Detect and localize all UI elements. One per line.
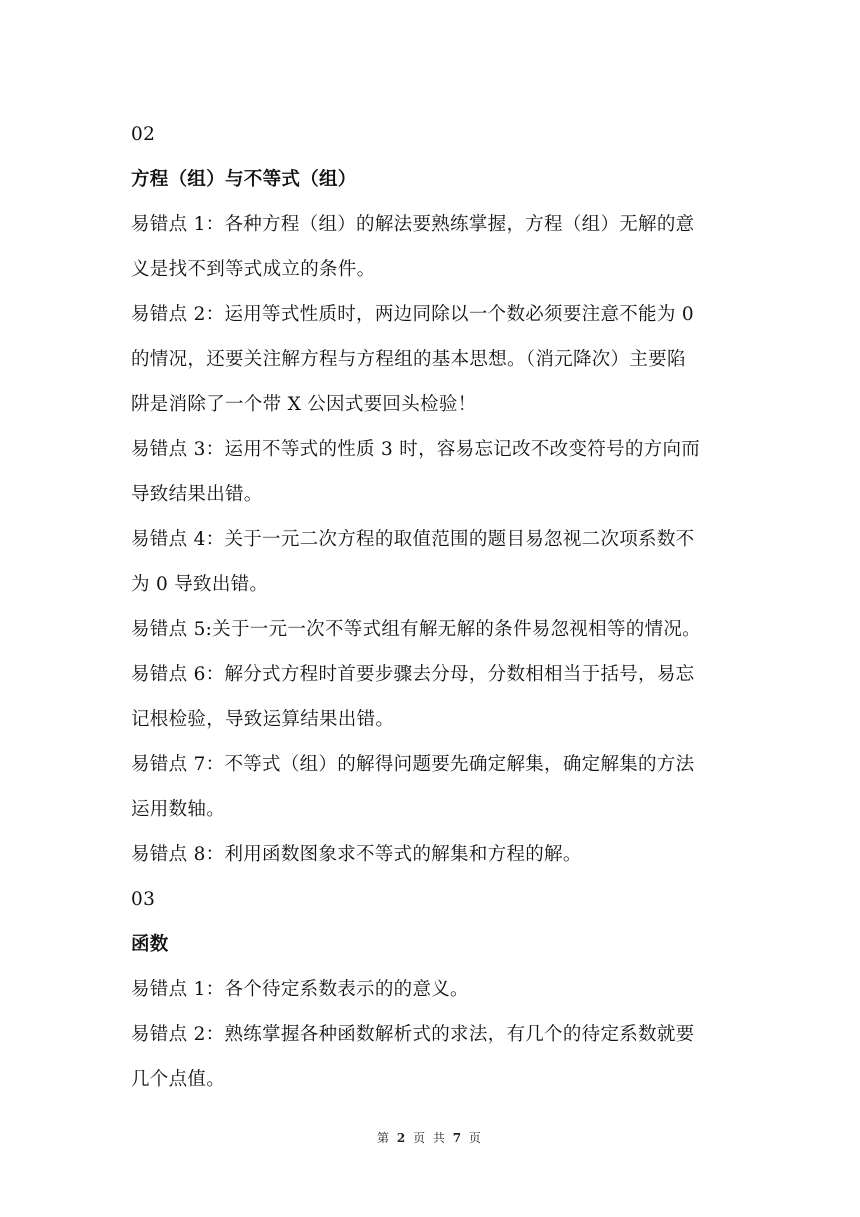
text-line: 的情况，还要关注解方程与方程组的基本思想。（消元降次）主要陷 [131, 349, 686, 370]
text-line: 易错点 5:关于一元一次不等式组有解无解的条件易忽视相等的情况。 [131, 619, 701, 640]
text-line: 易错点 3：运用不等式的性质 3 时，容易忘记改不改变符号的方向而 [131, 439, 701, 460]
text-line: 易错点 2：运用等式性质时，两边同除以一个数必须要注意不能为 0 [131, 304, 694, 325]
footer-middle: 页 共 [413, 1131, 447, 1145]
text-line: 易错点 1：各种方程（组）的解法要熟练掌握，方程（组）无解的意 [131, 214, 695, 235]
text-line: 为 0 导致出错。 [131, 574, 269, 595]
document-body [131, 112, 731, 1102]
section-heading-equations: 方程（组）与不等式（组） [131, 169, 357, 190]
page-footer [0, 1129, 860, 1146]
total-page-number: 7 [452, 1131, 464, 1145]
section-number-02: 02 [131, 124, 156, 145]
text-line: 易错点 8：利用函数图象求不等式的解集和方程的解。 [131, 844, 582, 865]
text-line: 易错点 4：关于一元二次方程的取值范围的题目易忽视二次项系数不 [131, 529, 695, 550]
section-heading-functions: 函数 [131, 934, 169, 955]
footer-prefix: 第 [377, 1131, 392, 1145]
text-line: 阱是消除了一个带 X 公因式要回头检验！ [131, 394, 477, 415]
text-line: 易错点 6：解分式方程时首要步骤去分母，分数相相当于括号，易忘 [131, 664, 695, 685]
text-line: 导致结果出错。 [131, 484, 263, 505]
text-line: 几个点值。 [131, 1069, 226, 1090]
text-line: 易错点 1：各个待定系数表示的的意义。 [131, 979, 469, 1000]
text-line: 易错点 7：不等式（组）的解得问题要先确定解集，确定解集的方法 [131, 754, 695, 775]
text-line: 运用数轴。 [131, 799, 226, 820]
section-number-03: 03 [131, 889, 156, 910]
current-page-number: 2 [396, 1131, 408, 1145]
text-line: 记根检验，导致运算结果出错。 [131, 709, 395, 730]
text-line: 易错点 2：熟练掌握各种函数解析式的求法，有几个的待定系数就要 [131, 1024, 695, 1045]
text-line: 义是找不到等式成立的条件。 [131, 259, 376, 280]
footer-suffix: 页 [468, 1131, 483, 1145]
